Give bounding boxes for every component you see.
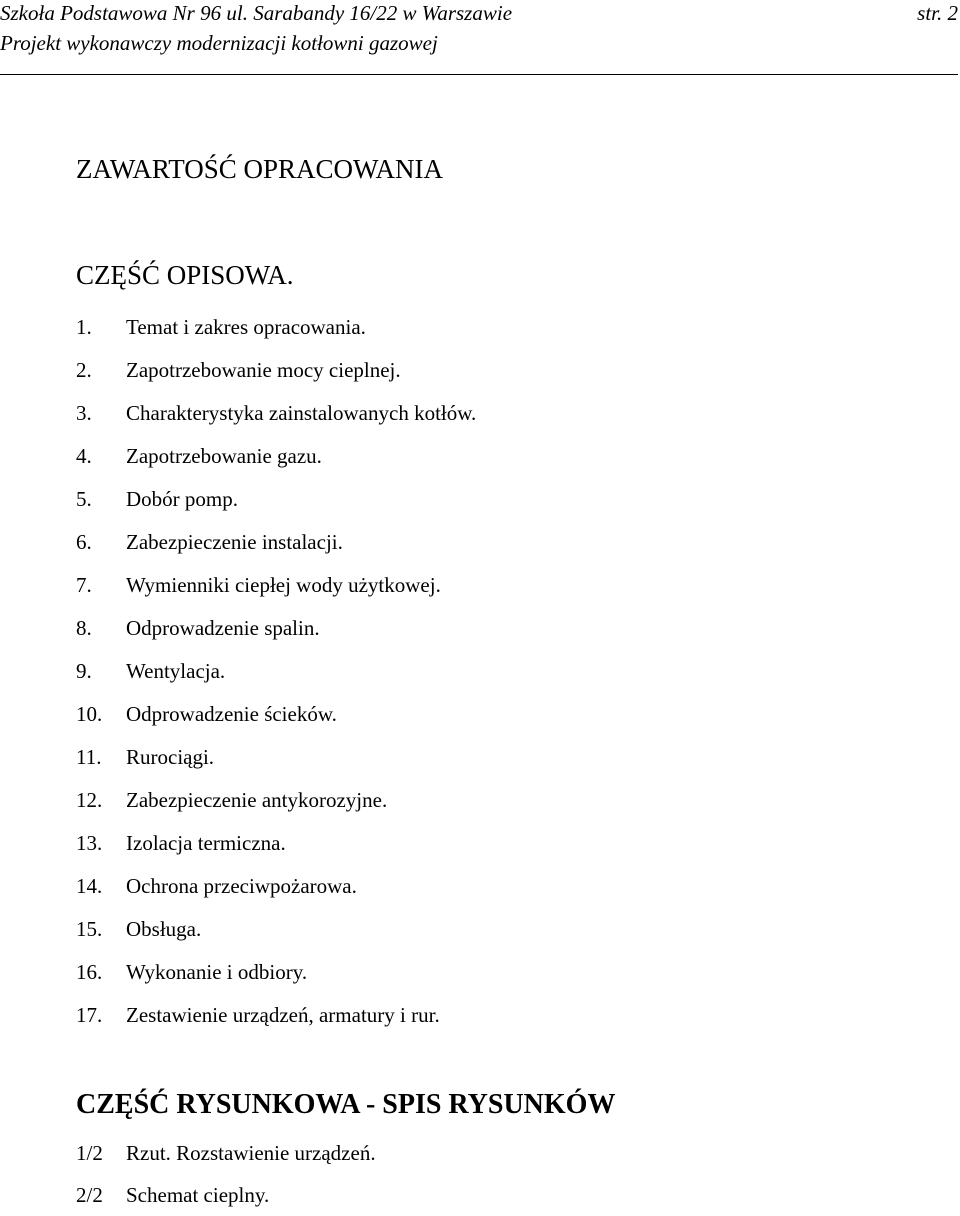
toc-item	[76, 435, 936, 478]
toc-item-number: 5.	[76, 487, 92, 511]
toc-item-text: Zapotrzebowanie mocy cieplnej.	[126, 358, 401, 382]
drawings-list	[76, 1132, 936, 1216]
toc-item-text: Izolacja termiczna.	[126, 831, 286, 855]
toc-item	[76, 865, 936, 908]
drawing-item	[76, 1174, 936, 1216]
toc-item	[76, 779, 936, 822]
toc-item-text: Wymienniki ciepłej wody użytkowej.	[126, 573, 441, 597]
toc-item-text: Wentylacja.	[126, 659, 226, 683]
toc-item-number: 17.	[76, 1003, 103, 1027]
toc-item	[76, 951, 936, 994]
toc-item	[76, 607, 936, 650]
toc-item-number: 16.	[76, 960, 103, 984]
toc-item-number: 11.	[76, 745, 102, 769]
toc-item-number: 14.	[76, 874, 103, 898]
toc-item-text: Zapotrzebowanie gazu.	[126, 444, 322, 468]
toc-item-text: Ochrona przeciwpożarowa.	[126, 874, 357, 898]
toc-item	[76, 306, 936, 349]
toc-item	[76, 908, 936, 951]
toc-item-number: 3.	[76, 401, 92, 425]
toc-item-text: Temat i zakres opracowania.	[126, 315, 366, 339]
toc-item	[76, 736, 936, 779]
toc-item-number: 15.	[76, 917, 103, 941]
toc-item-text: Dobór pomp.	[126, 487, 238, 511]
toc-item-number: 7.	[76, 573, 92, 597]
toc-item-number: 2.	[76, 358, 92, 382]
toc-item	[76, 521, 936, 564]
toc-item	[76, 693, 936, 736]
header-divider	[0, 74, 958, 75]
descriptive-toc-list	[76, 306, 936, 1037]
toc-item-text: Zabezpieczenie instalacji.	[126, 530, 343, 554]
document-title: ZAWARTOŚĆ OPRACOWANIA	[76, 154, 443, 184]
toc-item-number: 1.	[76, 315, 92, 339]
toc-item	[76, 994, 936, 1037]
toc-item-text: Charakterystyka zainstalowanych kotłów.	[126, 401, 477, 425]
toc-item-number: 12.	[76, 788, 103, 812]
toc-item-text: Odprowadzenie spalin.	[126, 616, 320, 640]
toc-item	[76, 392, 936, 435]
drawing-item-text: Schemat cieplny.	[126, 1182, 270, 1207]
toc-item-text: Rurociągi.	[126, 745, 215, 769]
toc-item-text: Zestawienie urządzeń, armatury i rur.	[126, 1003, 440, 1027]
toc-item	[76, 349, 936, 392]
toc-item	[76, 822, 936, 865]
drawing-item-number: 1/2	[76, 1140, 103, 1165]
toc-item-number: 4.	[76, 444, 92, 468]
header-school-name: Szkoła Podstawowa Nr 96 ul. Sarabandy 16/22 w Warszawie	[0, 1, 513, 25]
descriptive-section-title: CZĘŚĆ OPISOWA.	[76, 260, 294, 290]
toc-item-number: 6.	[76, 530, 92, 554]
drawing-item-number: 2/2	[76, 1182, 103, 1207]
toc-item-number: 9.	[76, 659, 92, 683]
toc-item-number: 10.	[76, 702, 103, 726]
toc-item-text: Obsługa.	[126, 917, 202, 941]
toc-item	[76, 564, 936, 607]
drawings-section-title: CZĘŚĆ RYSUNKOWA - SPIS RYSUNKÓW	[76, 1089, 616, 1120]
toc-item-number: 8.	[76, 616, 92, 640]
toc-item	[76, 650, 936, 693]
toc-item-text: Wykonanie i odbiory.	[126, 960, 308, 984]
toc-item-text: Odprowadzenie ścieków.	[126, 702, 337, 726]
header-page-number: str. 2	[917, 1, 958, 25]
toc-item-number: 13.	[76, 831, 103, 855]
toc-item	[76, 478, 936, 521]
drawing-item-text: Rzut. Rozstawienie urządzeń.	[126, 1140, 376, 1165]
toc-item-text: Zabezpieczenie antykorozyjne.	[126, 788, 388, 812]
drawing-item	[76, 1132, 936, 1174]
header-project-title: Projekt wykonawczy modernizacji kotłowni gazowej	[0, 31, 438, 55]
